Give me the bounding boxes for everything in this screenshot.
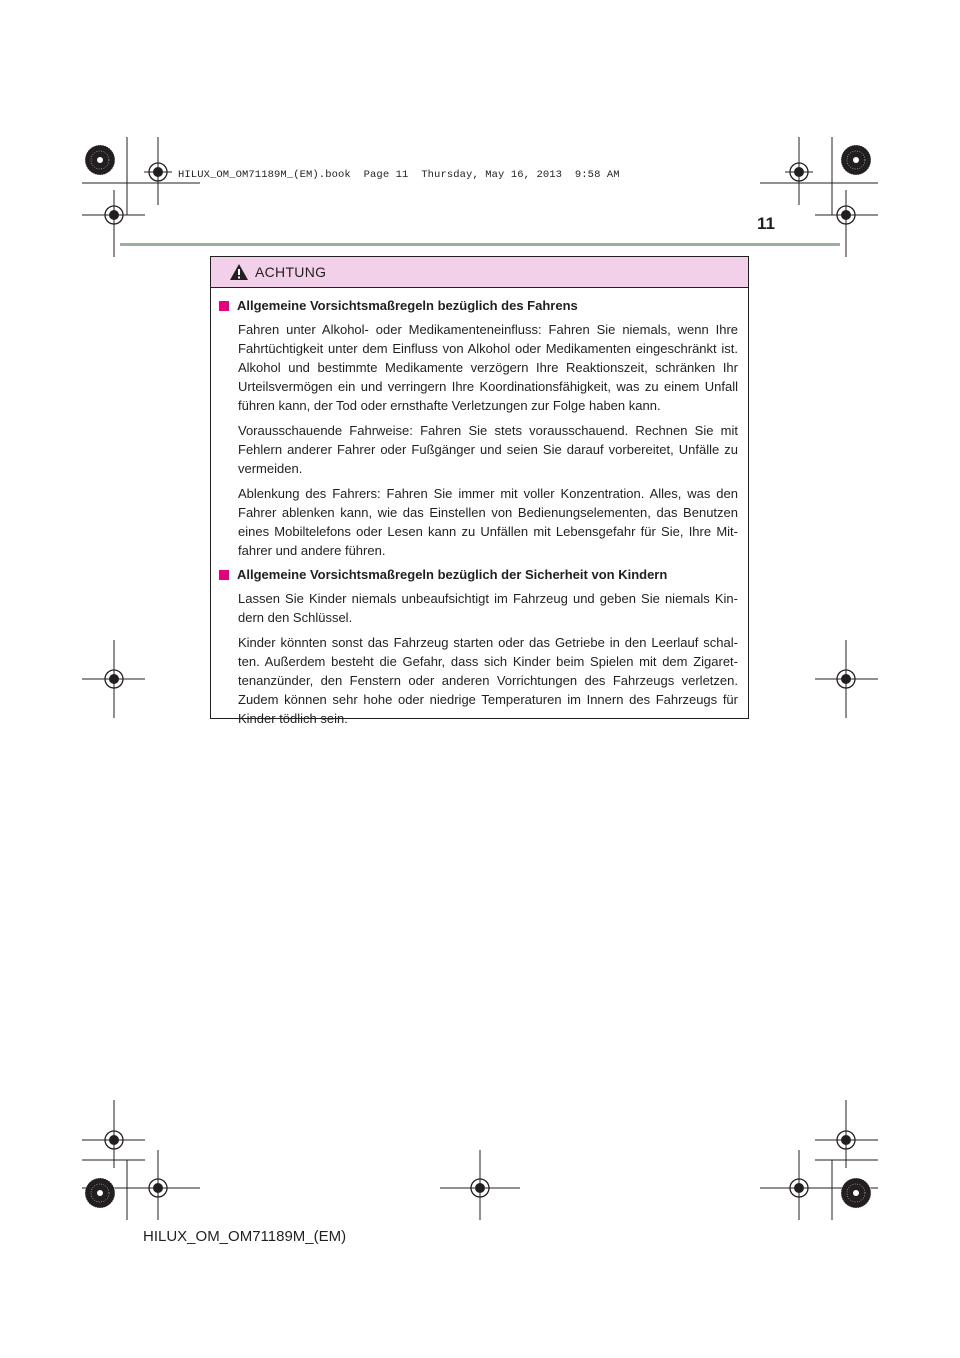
paragraph: Kinder könnten sonst das Fahrzeug starten oder das Getriebe in den Leerlauf schalten. Außerdem besteht die Gefahr, dass sich Kinder beim Spielen mit dem Zigarettenanzünder, den Fenstern oder anderen Vorrichtungen des Fahrzeugs verletzen. Zudem können sehr hohe oder niedrige Temperaturen im Innern des Fahrzeugs für Kinder tödlich sein.: [238, 635, 738, 726]
paragraph: Vorausschauende Fahrweise: Fahren Sie stets vorausschauend. Rechnen Sie mit Fehlern anderer Fahrer oder Fußgänger und seien Sie darauf vorbereitet, Unfälle zu vermeiden.: [238, 423, 738, 476]
book-file-header: HILUX_OM_OM71189M_(EM).book Page 11 Thursday, May 16, 2013 9:58 AM: [178, 169, 620, 181]
footer-document-code: HILUX_OM_OM71189M_(EM): [143, 1228, 347, 1245]
caution-box: [210, 256, 749, 726]
caution-header: [211, 257, 748, 288]
section-title-driving: [219, 297, 740, 315]
section-title-children: [219, 566, 740, 584]
page-number: 11: [757, 214, 775, 233]
square-bullet-icon: [219, 570, 229, 580]
warning-triangle-icon: [229, 263, 249, 281]
section-title-text: Allgemeine Vorsichtsmaßregeln bezüglich der Sicherheit von Kindern: [237, 567, 668, 582]
paragraph: Ablenkung des Fahrers: Fahren Sie immer mit voller Konzentration. Alles, was den Fahrer ablenken kann, wie das Einstellen von Bedienungselementen, das Benutzen eines Mobiltelefons oder Lesen kann zu Unfällen mit Lebensgefahr für Sie, Ihre Mitfahrer und andere führen.: [238, 486, 738, 558]
paragraph: Fahren unter Alkohol- oder Medikamenteneinfluss: Fahren Sie niemals, wenn Ihre Fahrtüchtigkeit unter dem Einfluss von Alkohol oder Medikamenten eingeschränkt ist. Alkohol und bestimmte Medikamente verzögern Ihre Reaktionszeit, schränken Ihr Urteilsvermögen ein und verringern Ihre Koordinationsfähigkeit, was zu einem Unfall führen kann, der Tod oder ernsthafte Verletzungen zur Folge haben kann.: [238, 322, 738, 413]
header-rule: [120, 243, 840, 246]
caution-body: [211, 288, 748, 728]
square-bullet-icon: [219, 301, 229, 311]
caution-title: ACHTUNG: [255, 264, 327, 280]
section-title-text: Allgemeine Vorsichtsmaßregeln bezüglich des Fahrens: [237, 298, 578, 313]
paragraph: Lassen Sie Kinder niemals unbeaufsichtigt im Fahrzeug und geben Sie niemals Kindern den Schlüssel.: [238, 591, 738, 625]
